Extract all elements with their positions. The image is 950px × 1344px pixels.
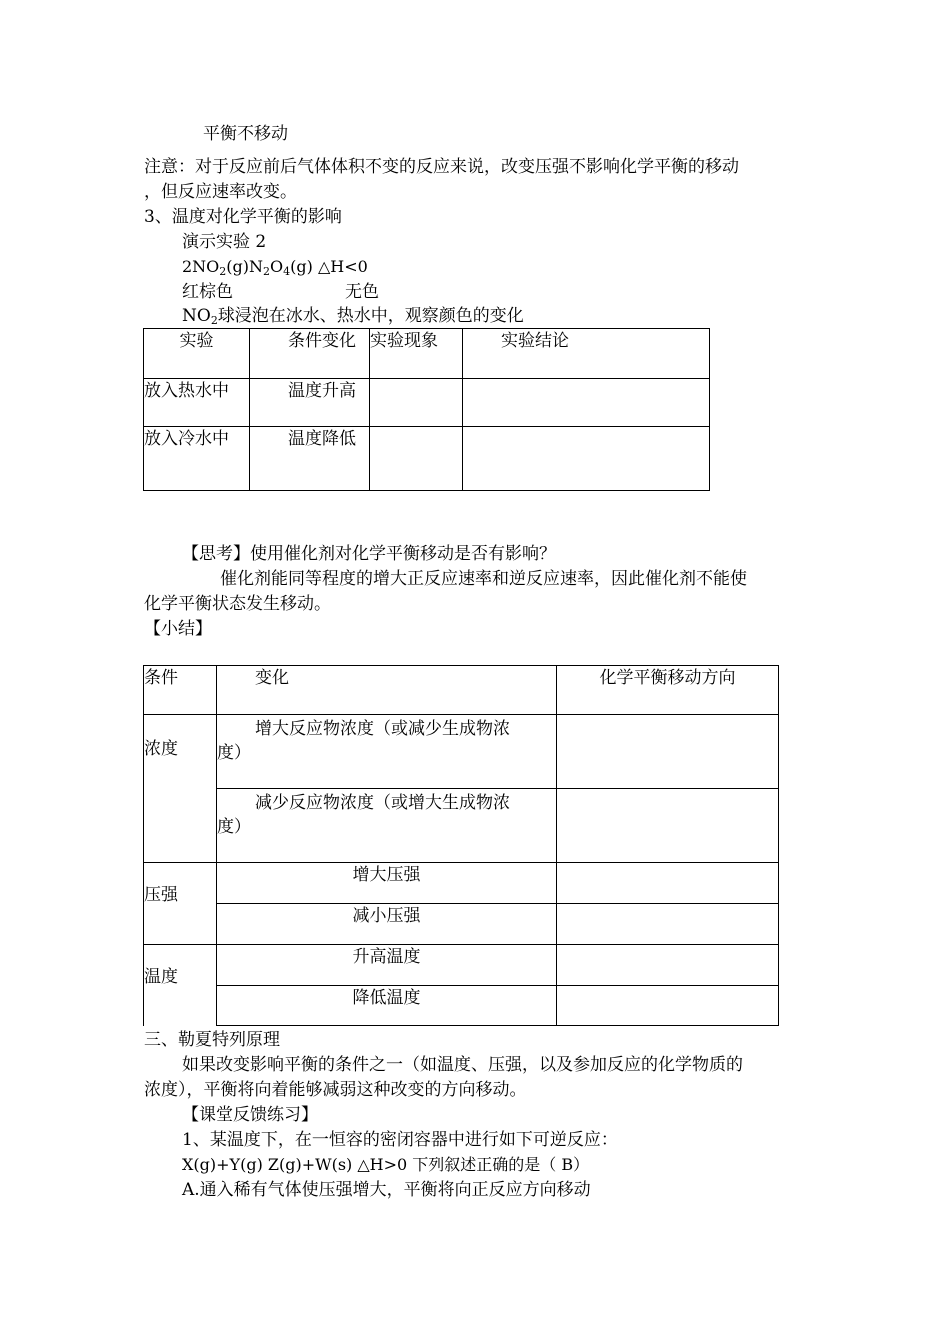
section-heading: 三、勒夏特列原理	[144, 1030, 280, 1050]
question-equation: X(g)+Y(g) Z(g)+W(s) △H>0 下列叙述正确的是（ B）	[182, 1155, 590, 1174]
condition-cell: 温度	[144, 945, 217, 1026]
header-cell: 条件变化	[250, 329, 370, 379]
think-answer: 化学平衡状态发生移动。	[144, 594, 331, 614]
option-a: A.通入稀有气体使压强增大，平衡将向正反应方向移动	[182, 1180, 591, 1200]
condition-cell: 浓度	[144, 715, 217, 863]
observation-line: $NO_2$球浸泡在冰水、热水中，观察颜色的变化	[182, 306, 524, 327]
text-line: 平衡不移动	[203, 124, 288, 144]
summary-heading: 【小结】	[144, 619, 212, 639]
direction-cell	[557, 863, 779, 904]
direction-cell	[557, 789, 779, 863]
table-cell: 温度降低	[250, 427, 370, 491]
think-answer: 催化剂能同等程度的增大正反应速率和逆反应速率，因此催化剂不能使	[220, 569, 747, 589]
principle-text: 如果改变影响平衡的条件之一（如温度、压强，以及参加反应的化学物质的	[182, 1055, 743, 1075]
direction-cell	[557, 904, 779, 945]
header-cell: 条件	[144, 666, 217, 715]
section-heading: 3、温度对化学平衡的影响	[144, 207, 342, 227]
table-cell	[463, 379, 710, 427]
header-cell: 实验现象	[370, 329, 463, 379]
table-cell	[370, 427, 463, 491]
header-cell: 实验结论	[463, 329, 710, 379]
note-line: 注意：对于反应前后气体体积不变的反应来说，改变压强不影响化学平衡的移动	[144, 157, 739, 177]
change-cell: 减少反应物浓度（或增大生成物浓 度）	[217, 789, 557, 863]
direction-cell	[557, 986, 779, 1026]
color-left: 红棕色	[182, 282, 233, 302]
table-cell	[463, 427, 710, 491]
table-cell: 放入冷水中	[144, 427, 250, 491]
change-cell: 增大反应物浓度（或减少生成物浓 度）	[217, 715, 557, 789]
practice-heading: 【课堂反馈练习】	[182, 1105, 318, 1125]
table-cell	[370, 379, 463, 427]
principle-text: 浓度），平衡将向着能够减弱这种改变的方向移动。	[144, 1080, 527, 1100]
summary-table	[143, 665, 779, 1026]
question-text: 1、某温度下，在一恒容的密闭容器中进行如下可逆反应：	[182, 1130, 618, 1150]
header-cell: 实验	[144, 329, 250, 379]
table-cell: 温度升高	[250, 379, 370, 427]
color-right: 无色	[345, 282, 379, 302]
note-line: ，但反应速率改变。	[144, 182, 297, 202]
demo-label: 演示实验 2	[182, 232, 267, 252]
direction-cell	[557, 945, 779, 986]
change-cell: 降低温度	[217, 986, 557, 1026]
condition-cell: 压强	[144, 863, 217, 945]
change-cell: 升高温度	[217, 945, 557, 986]
experiment-table	[143, 328, 710, 491]
header-cell: 化学平衡移动方向	[557, 666, 779, 715]
header-cell: 变化	[217, 666, 557, 715]
direction-cell	[557, 715, 779, 789]
table-cell: 放入热水中	[144, 379, 250, 427]
change-cell: 增大压强	[217, 863, 557, 904]
think-question: 【思考】使用催化剂对化学平衡移动是否有影响？	[182, 544, 556, 564]
chemical-equation: $2NO_2(g)N_2O_4(g)$ △H<0	[182, 257, 368, 278]
change-cell: 减小压强	[217, 904, 557, 945]
